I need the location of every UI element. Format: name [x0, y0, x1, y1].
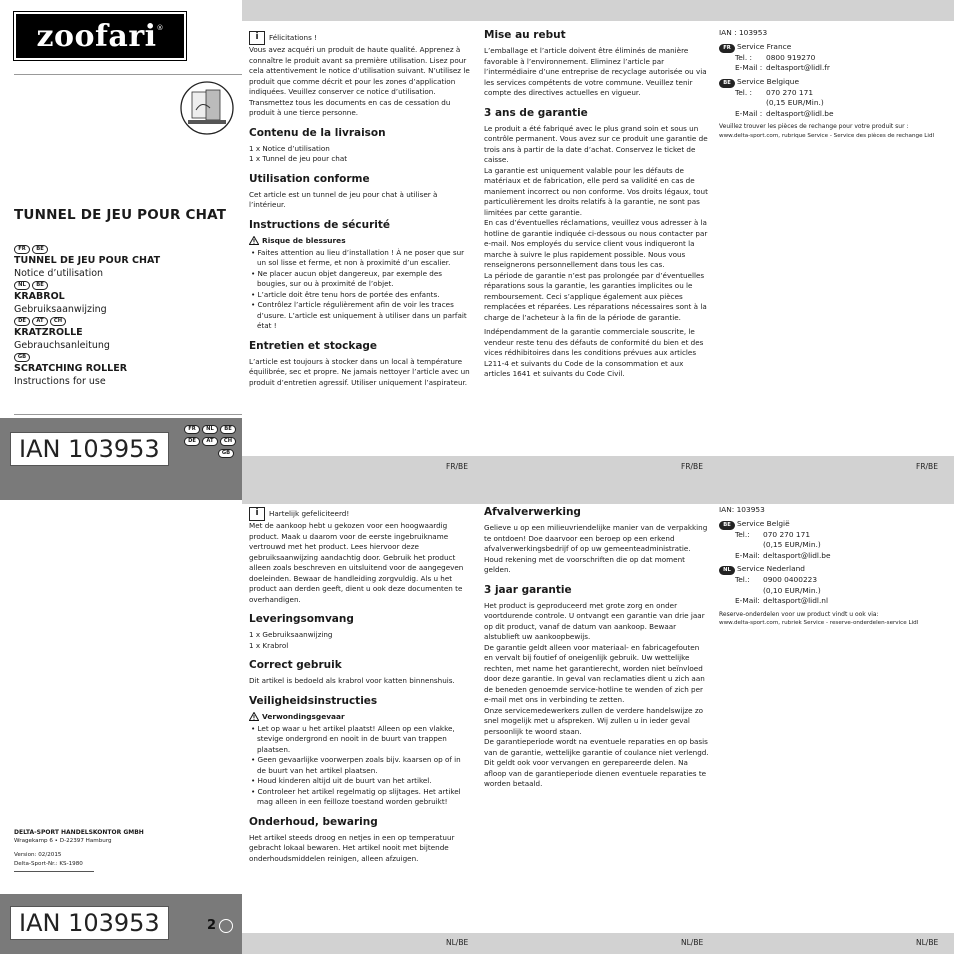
list-item: • Let op waar u het artikel plaatst! Alleen op een vlakke, stevige ondergrond en nooit in de buurt van trappen plaatsen. [249, 724, 471, 756]
section-heading: Mise au rebut [484, 29, 566, 41]
risk-label: Risque de blessures [262, 235, 346, 245]
mail-address: deltasport@lidl.fr [766, 63, 830, 72]
footer-label: FR/BE [916, 462, 938, 471]
parts-link: www.delta-sport.com, rubriek Service - reserve-onderdelen-service Lidl [719, 620, 919, 626]
flag-badge: NL [719, 566, 735, 575]
nl-column-1 [249, 507, 471, 864]
delta-nr: Delta-Sport-Nr.: KS-1980 [14, 860, 94, 872]
footer-label: FR/BE [446, 462, 468, 471]
intro-text: Vous avez acquéri un produit de haute qualité. Apprenez à connaître le produit avant sa première utilisation. Lisez pour cela attentivement le notice d’utilisation suivant. N’utilisez le produit que comme décrit et pour les zones d’application indiquées. Veuillez conserver ce notice d’utilisation. Transmettez tous les documents en cas de cessation du produit à une tierce personne. [249, 45, 470, 117]
flag-badge: DE [14, 317, 30, 326]
flag-badge: BE [719, 521, 735, 530]
lang-title: KRABROL [14, 291, 65, 302]
warning-icon [249, 236, 259, 245]
risk-row [249, 236, 471, 245]
ian-label: IAN : 103953 [719, 28, 768, 37]
flag-badge: GB [14, 353, 30, 362]
footer-label: FR/BE [681, 462, 703, 471]
mail-label: E-Mail: [735, 550, 760, 560]
flag-badge: CH [220, 437, 236, 446]
nl-column-3 [719, 505, 949, 628]
parts-info [719, 611, 949, 628]
service-name: Service France [737, 41, 792, 51]
tel-number: 070 270 171 [766, 87, 814, 97]
ian-label: IAN: 103953 [719, 505, 765, 514]
section-heading: Onderhoud, bewaring [249, 815, 378, 828]
lang-title: SCRATCHING ROLLER [14, 363, 128, 374]
intro-greeting-row [249, 507, 471, 521]
flag-badge: AT [32, 317, 48, 326]
brand-reg: ® [156, 24, 164, 32]
safety-list [249, 724, 471, 808]
section-heading: Instructions de sécurité [249, 218, 391, 231]
tel-note: (0,10 EUR/Min.) [763, 585, 821, 595]
disposal-text: Gelieve u op een milieuvriendelijke manier van de verpakking te ontdoen! Doe daarvoor een beroep op een erkend afvalverwerkingsbedrijf of op uw gemeenteadministratie. Houd rekening met de voorschriften die op dat moment gelden. [484, 523, 708, 574]
back-ian-band [0, 894, 242, 954]
section-heading: 3 jaar garantie [484, 583, 572, 596]
parts-line: Veuillez trouver les pièces de rechange pour votre produit sur : [719, 123, 909, 130]
usage-text: Cet article est un tunnel de jeu pour chat à utiliser à l’intérieur. [249, 189, 438, 209]
lang-sub: Instructions for use [14, 376, 106, 387]
tel-note: (0,15 EUR/Min.) [763, 540, 821, 549]
list-item: • Geen gevaarlijke voorwerpen zoals bijv. kaarsen op of in de buurt van het artikel plaatsen. [249, 755, 471, 776]
warranty-text: La période de garantie n’est pas prolongée par d’éventuelles réparations sous la garantie, les garanties implicites ou le remboursement. Ceci s’applique également aux pièces remplacées et réparées. Les réparations nécessaires sont à la charge de l’acheteur à la fin de la période de garantie. [484, 270, 707, 322]
tel-label: Tel. : [735, 52, 753, 62]
section-heading: 3 ans de garantie [484, 106, 588, 119]
version: Version: 02/2015 [14, 852, 62, 858]
warranty-text: De garantie geldt alleen voor materiaal- en fabricagefouten en vervalt bij foutief of oneigenlijk gebruik. Uw wettelijke rechten, met name het garantierecht, worden niet beïnvloed door deze garantie. In geval van reclamaties dient u zich aan de beneden genoemde service-hotline te wenden of zich per e-mail met ons in verbinding te zetten. [484, 642, 705, 704]
footer-label: NL/BE [681, 938, 704, 947]
ian-band [0, 418, 242, 500]
service-block [719, 564, 949, 607]
care-text: L’article est toujours à stocker dans un local à température équilibrée, sec et propre. Ne jamais nettoyer l’article avec un produit d’entretien agressif. Utiliser uniquement l’aspirateur. [249, 356, 470, 387]
service-block [719, 42, 949, 74]
back-ian-number: IAN 103953 [10, 906, 169, 940]
mail-address: deltasport@lidl.nl [763, 596, 829, 605]
nl-column-2 [484, 506, 710, 790]
footer-label: NL/BE [916, 938, 939, 947]
tel-number: 0800 919270 [766, 52, 816, 62]
lang-sub: Notice d’utilisation [14, 268, 104, 279]
tel-label: Tel.: [735, 575, 750, 584]
service-name: Service Nederland [737, 564, 805, 573]
page-number-text: 2 [207, 918, 217, 933]
list-item: • Ne placer aucun objet dangereux, par exemple des bougies, sur ou à proximité de l’objet. [249, 269, 471, 290]
contents-item: 1 x Gebruiksaanwijzing [249, 630, 333, 639]
flag-badge: CH [50, 317, 66, 326]
warranty-text: La garantie est uniquement valable pour les défauts de matériaux et de fabrication, elle perd sa validité en cas de maniement incorrect ou non conforme. Vos droits légaux, tout particulièrement les droits relatifs à la garantie, ne sont pas limitées par cette garantie. [484, 165, 708, 217]
mail-label: E-Mail: [735, 596, 760, 605]
list-item: • Faites attention au lieu d’installation ! À ne poser que sur un sol lisse et ferme, et non à proximité d’un escalier. [249, 248, 471, 269]
ian-number: IAN 103953 [10, 432, 169, 466]
lang-title: TUNNEL DE JEU POUR CHAT [14, 255, 161, 266]
intro-text: Met de aankoop hebt u gekozen voor een hoogwaardig product. Maak u daarom voor de eerste ingebruikname vertrouwd met het product. Lees hiervoor deze gebruiksaanwijzing aandachtig door. Gebruik het product alleen zoals beschreven en uitsluitend voor de aangegeven doeleinden. Bewaar de handleiding zorgvuldig. Als u het product aan derden geeft, dient u ook deze documenten te overhandigen. [249, 521, 464, 604]
info-book-icon: i [249, 31, 265, 45]
service-block [719, 77, 949, 120]
top-band-nl [242, 500, 954, 504]
divider [14, 414, 242, 415]
fr-column-3 [719, 28, 949, 140]
info-book-icon: i [249, 507, 265, 521]
language-list [14, 244, 234, 388]
warranty-text: En cas d’éventuelles réclamations, veuillez vous adresser à la hotline de garantie indiquée ci-dessous ou nous contacter par e-mail. Nos employés du service client vous indiqueront la marche à suivre le plus rapidement possible. Nous vous renseignerons personnellement dans tous les cas. [484, 218, 708, 269]
warning-icon [249, 712, 259, 721]
flag-badge: NL [202, 425, 218, 434]
top-band-fr [242, 0, 954, 21]
warranty-text: Le produit a été fabriqué avec le plus grand soin et sous un contrôle permanent. Vous avez sur ce produit une garantie de trois ans à partir de la date d’achat. Conservez le ticket de caisse. [484, 123, 708, 164]
parts-info [719, 123, 949, 140]
company-address: Wragekamp 6 • D-22397 Hamburg [14, 838, 112, 844]
footer-label: NL/BE [446, 938, 469, 947]
risk-row [249, 712, 471, 721]
warranty-text: Het product is geproduceerd met grote zorg en onder voortdurende controle. U ontvangt een garantie van drie jaar op dit product, vanaf de datum van aankoop. Bewaar alstublieft uw aankoopbewijs. [484, 600, 705, 641]
cover-title: TUNNEL DE JEU POUR CHAT [14, 207, 227, 223]
section-heading: Contenu de la livraison [249, 126, 386, 139]
care-text: Het artikel steeds droog en netjes in een op temperatuur gebracht lokaal bewaren. Het artikel nooit met bijtende onderhoudsmiddelen reinigen, alleen afzuigen. [249, 832, 455, 863]
safety-list [249, 248, 471, 332]
risk-label: Verwondingsgevaar [262, 711, 345, 721]
section-heading: Afvalverwerking [484, 506, 581, 518]
lang-sub: Gebrauchsanleitung [14, 340, 110, 351]
section-heading: Leveringsomvang [249, 613, 354, 625]
service-name: Service Belgique [737, 76, 800, 86]
contents-item: 1 x Tunnel de jeu pour chat [249, 154, 348, 163]
product-illustration [176, 80, 238, 136]
list-item: • Controleer het artikel regelmatig op slijtages. Het artikel mag alleen in een feilloze toestand worden gebruikt! [249, 787, 471, 808]
contents-item: 1 x Krabrol [249, 640, 289, 650]
divider [14, 74, 242, 75]
lang-sub: Gebruiksaanwijzing [14, 304, 107, 315]
flag-badge: FR [719, 44, 735, 53]
flag-badge: AT [202, 437, 218, 446]
ian-flags [184, 424, 240, 458]
flag-badge: DE [184, 437, 200, 446]
warranty-text: Onze servicemedewerkers zullen de verdere handelswijze zo snel mogelijk met u afspreken. Wij zullen u in ieder geval persoonlijk te woord staan. [484, 705, 704, 736]
flag-badge: GB [218, 449, 234, 458]
mail-label: E-Mail : [735, 108, 763, 118]
page-number [207, 918, 233, 933]
parts-line: Reserve-onderdelen voor uw product vindt u ook via: [719, 610, 879, 618]
cover-panel [0, 0, 242, 500]
flag-badge: BE [220, 425, 236, 434]
parts-link: www.delta-sport.com, rubrique Service - Service des pièces de rechange Lidl [719, 132, 935, 139]
contents-item: 1 x Notice d’utilisation [249, 143, 330, 153]
service-block [719, 519, 949, 562]
lang-fr [14, 244, 234, 280]
service-name: Service België [737, 518, 790, 528]
warranty-text: De garantieperiode wordt na eventuele reparaties en op basis van de garantie, wettelijke garantie of coulance niet verlengd. Dit geldt ook voor vervangen en gerepareerde delen. Na afloop van de garantieperiode dienen eventuele reparaties te worden betaald. [484, 737, 709, 788]
back-panel [0, 500, 242, 954]
flag-badge: FR [14, 245, 30, 254]
tel-label: Tel. : [735, 87, 753, 97]
tel-number: 0900 0400223 [763, 575, 818, 584]
flag-badge: BE [32, 281, 48, 290]
section-heading: Correct gebruik [249, 659, 342, 671]
intro-greeting: Félicitations ! [269, 33, 318, 42]
usage-text: Dit artikel is bedoeld als krabrol voor katten binnenshuis. [249, 676, 455, 685]
company-name: DELTA-SPORT HANDELSKONTOR GMBH [14, 829, 144, 836]
flag-badge: BE [719, 79, 735, 88]
disposal-text: L’emballage et l’article doivent être éliminés de manière favorable à l’environnement. Eliminez l’article par l’intermédiaire d’une entreprise de recyclage autorisée ou via les services compétents de votre commune. Veuillez tenir compte des directives actuelles en vigueur. [484, 46, 707, 97]
footer-band-nl [242, 933, 954, 954]
fr-column-2 [484, 29, 710, 380]
warranty-text: Indépendamment de la garantie commerciale souscrite, le vendeur reste tenu des défauts de conformité du bien et des vices rédhibitoires dans les conditions prévues aux articles L211-4 et suivants du Code de la consommation et aux articles 1641 et suivants du Code Civil. [484, 327, 704, 378]
list-item: • Houd kinderen altijd uit de buurt van het artikel. [249, 776, 471, 787]
lang-de [14, 316, 234, 352]
lang-nl [14, 280, 234, 316]
lang-gb [14, 352, 234, 388]
flag-badge: FR [184, 425, 200, 434]
tel-number: 070 270 171 [763, 529, 811, 539]
footer-band-fr [242, 456, 954, 500]
tel-note: (0,15 EUR/Min.) [766, 98, 824, 107]
product-sketch-icon [176, 80, 238, 136]
company-block [14, 828, 144, 872]
flag-badge: NL [14, 281, 30, 290]
brand-name: zoofari [36, 18, 157, 54]
section-heading: Utilisation conforme [249, 172, 370, 185]
list-item: • L’article doit être tenu hors de portée des enfants. [249, 290, 471, 301]
fr-column-1 [249, 31, 471, 388]
mail-address: deltasport@lidl.be [766, 108, 834, 118]
tel-label: Tel.: [735, 529, 750, 539]
intro-greeting-row [249, 31, 471, 45]
brand-logo [14, 12, 186, 60]
mail-address: deltasport@lidl.be [763, 550, 831, 560]
section-heading: Veiligheidsinstructies [249, 694, 378, 707]
section-heading: Entretien et stockage [249, 339, 378, 352]
flag-badge: BE [32, 245, 48, 254]
page-circle-icon [219, 919, 233, 933]
list-item: • Contrôlez l’article régulièrement afin de voir les traces d’usure. L’article est uniquement à utiliser dans un parfait état ! [249, 300, 471, 332]
lang-title: KRATZROLLE [14, 327, 83, 338]
mail-label: E-Mail : [735, 63, 763, 72]
intro-greeting: Hartelijk gefeliciteerd! [269, 509, 350, 518]
